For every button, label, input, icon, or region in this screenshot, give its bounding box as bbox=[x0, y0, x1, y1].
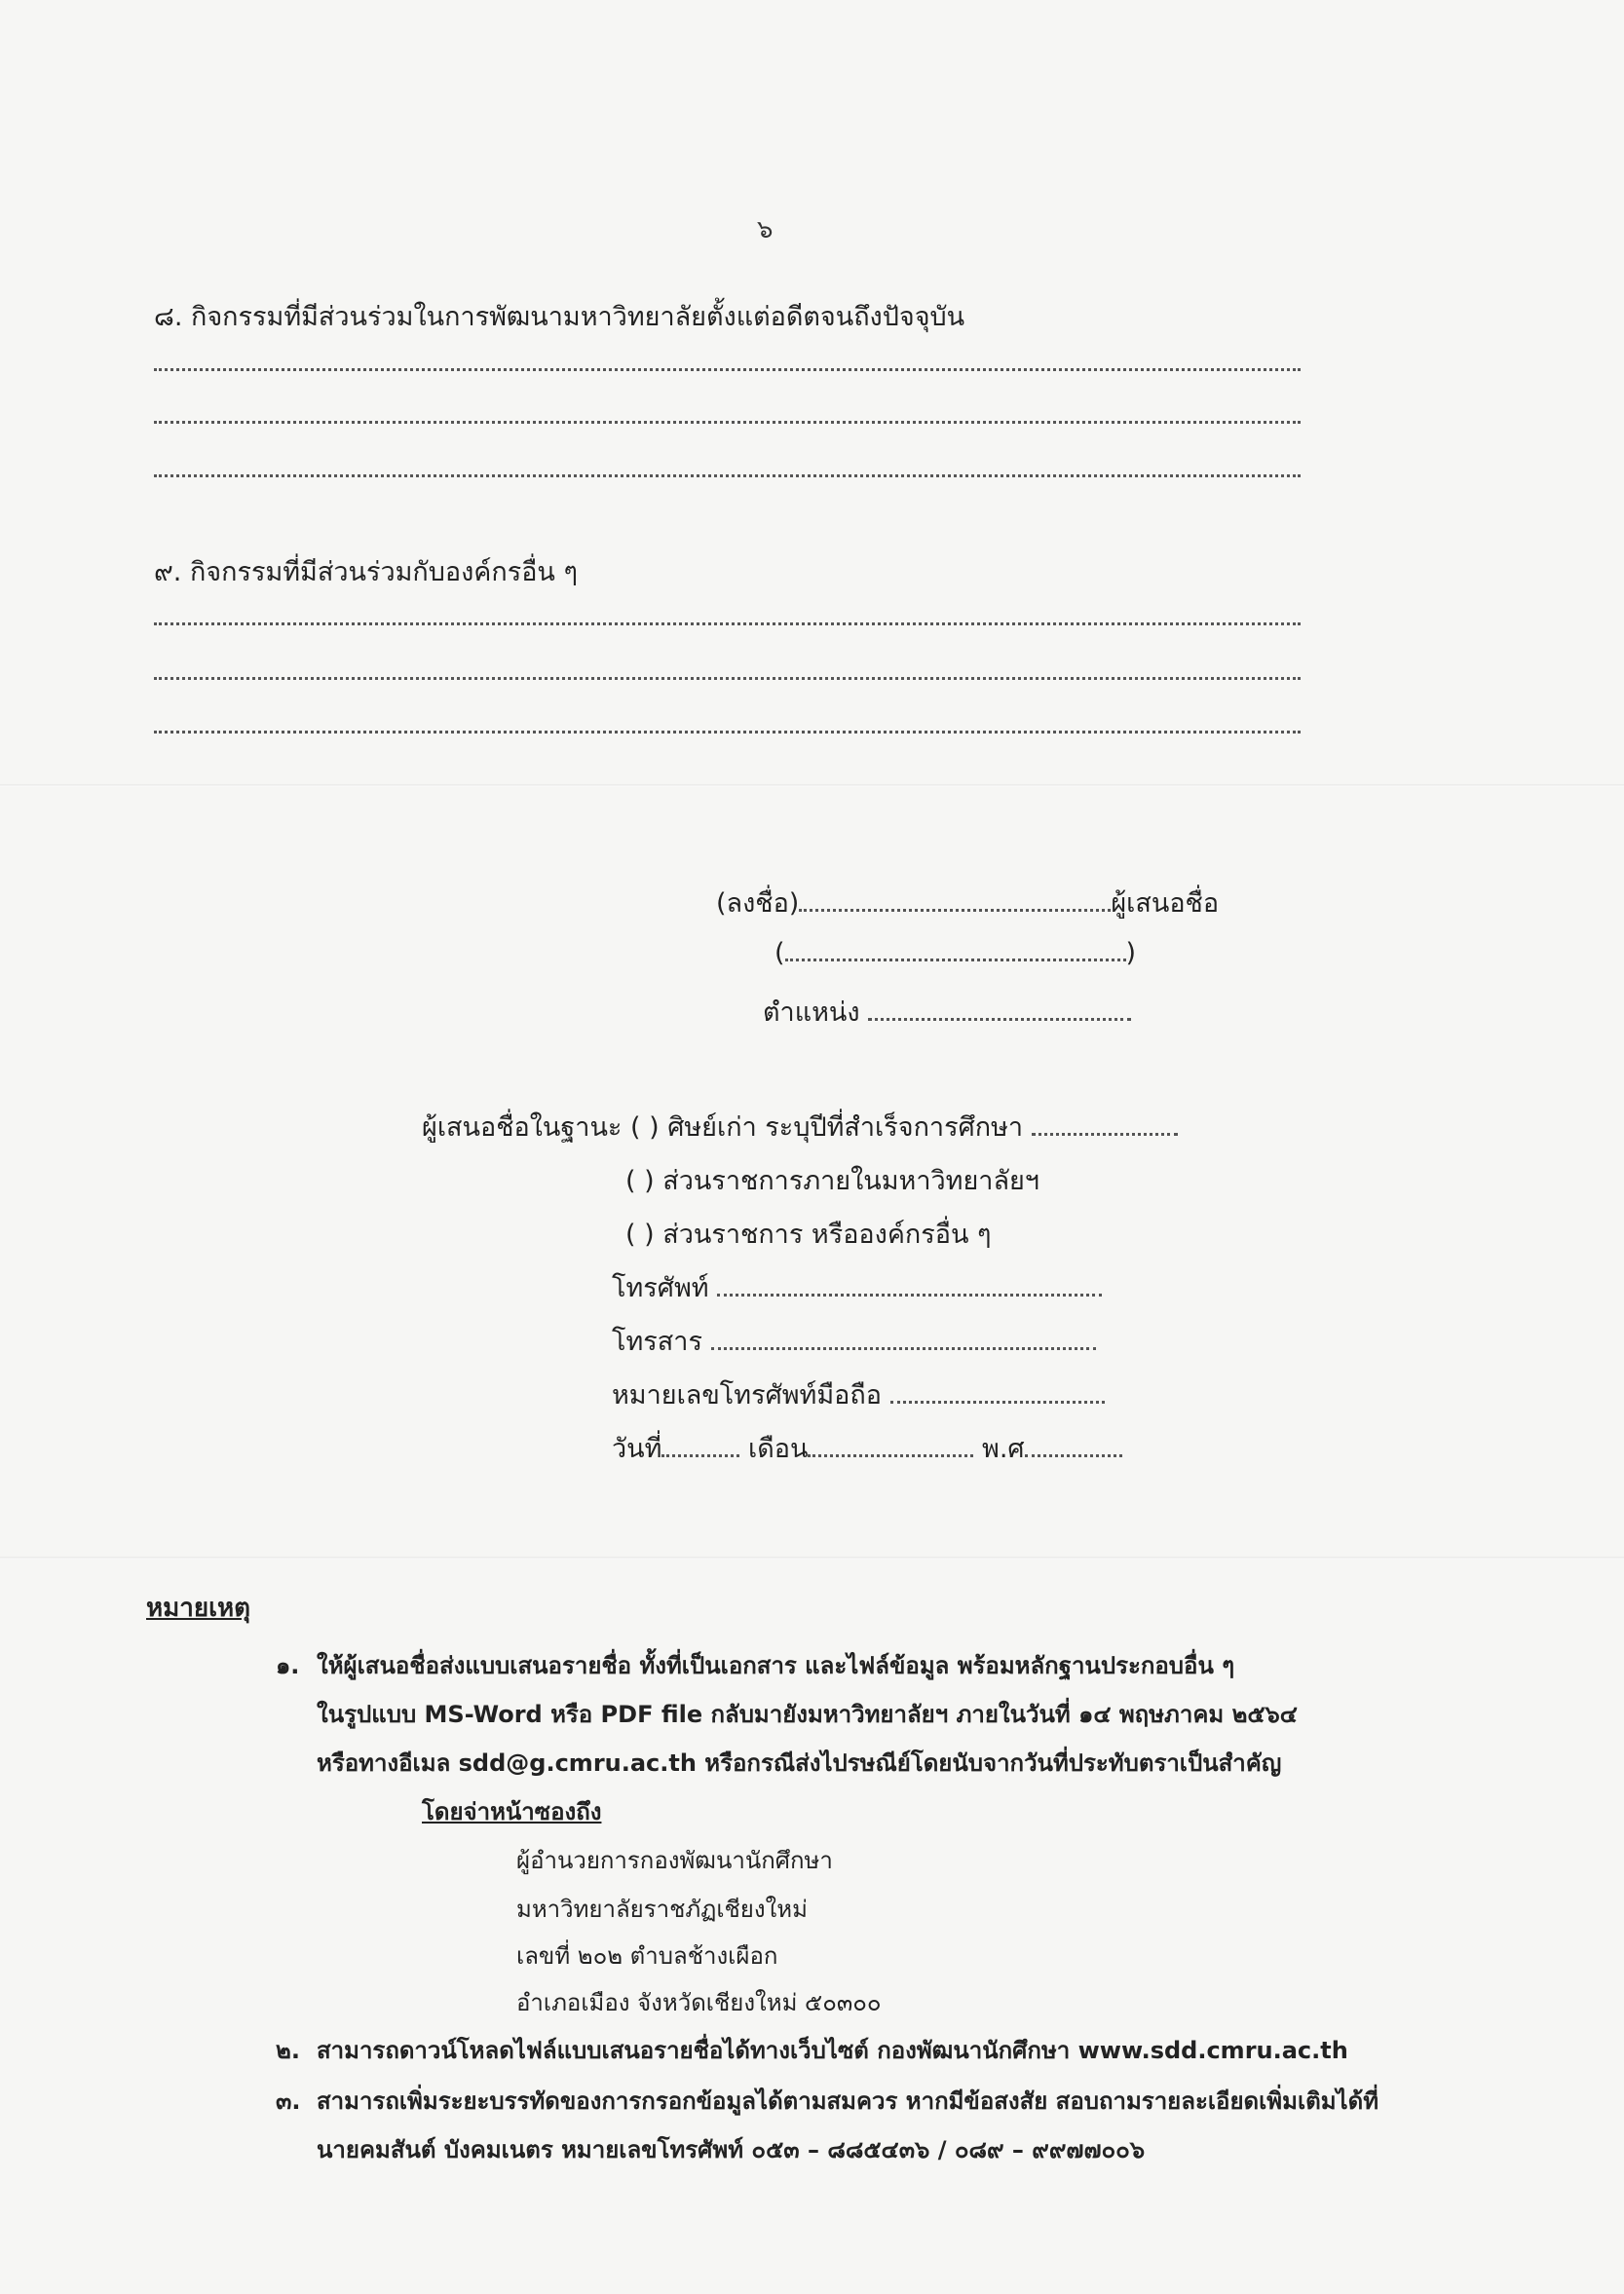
date-label: วันที่ bbox=[612, 1434, 662, 1464]
option-alumni: ( ) ศิษย์เก่า ระบุปีที่สำเร็จการศึกษา bbox=[630, 1112, 1024, 1143]
note-3-line-1: สามารถเพิ่มระยะบรรทัดของการกรอกข้อมูลได้ตามสมควร หากมีข้อสงสัย สอบถามรายละเอียดเพิ่มเติมได้ที่ bbox=[317, 2087, 1379, 2115]
address-title: โดยจ่าหน้าซองถึง bbox=[422, 1798, 602, 1825]
answer-line bbox=[154, 622, 1301, 625]
signature-line bbox=[716, 882, 1219, 923]
phone-label: โทรศัพท์ bbox=[612, 1273, 709, 1303]
answer-line bbox=[154, 677, 1301, 680]
answer-line bbox=[154, 474, 1301, 477]
address-line-4: อำเภอเมือง จังหวัดเชียงใหม่ ๕๐๓๐๐ bbox=[516, 1989, 882, 2016]
signer-name-line bbox=[774, 938, 1136, 968]
signature-suffix: ผู้เสนอชื่อ bbox=[1111, 888, 1220, 919]
notes-title: หมายเหตุ bbox=[146, 1594, 251, 1623]
day-field bbox=[661, 1454, 739, 1457]
position-label: ตำแหน่ง bbox=[763, 997, 860, 1028]
mobile-line bbox=[612, 1373, 1105, 1415]
note-1-line-1: ให้ผู้เสนอชื่อส่งแบบเสนอรายชื่อ ทั้งที่เป็นเอกสาร และไฟล์ข้อมูล พร้อมหลักฐานประกอบอื่น ๆ bbox=[317, 1652, 1235, 1679]
page-number: ๖ bbox=[757, 215, 774, 244]
note-1-number: ๑. bbox=[276, 1652, 300, 1679]
section-8-heading: ๘. กิจกรรมที่มีส่วนร่วมในการพัฒนามหาวิทยาลัยตั้งแต่อดีตจนถึงปัจจุบัน bbox=[154, 302, 965, 332]
year-field bbox=[1025, 1454, 1122, 1457]
fax-label: โทรสาร bbox=[612, 1327, 702, 1357]
fax-field bbox=[711, 1347, 1096, 1350]
month-label: เดือน bbox=[748, 1434, 809, 1464]
paren-open: ( bbox=[774, 938, 785, 968]
answer-line bbox=[154, 368, 1301, 371]
note-2-text: สามารถดาวน์โหลดไฟล์แบบเสนอรายชื่อได้ทางเว็บไซต์ กองพัฒนานักศึกษา www.sdd.cmru.ac.th bbox=[317, 2037, 1348, 2064]
graduation-year-field bbox=[1032, 1133, 1178, 1136]
answer-line bbox=[154, 421, 1301, 424]
signer-name-field bbox=[785, 959, 1126, 961]
address-line-3: เลขที่ ๒๐๒ ตำบลช้างเผือก bbox=[516, 1942, 778, 1970]
position-line bbox=[763, 991, 1131, 1033]
address-line-2: มหาวิทยาลัยราชภัฏเชียงใหม่ bbox=[516, 1896, 808, 1923]
phone-line bbox=[612, 1266, 1102, 1308]
section-9-heading: ๙. กิจกรรมที่มีส่วนร่วมกับองค์กรอื่น ๆ bbox=[154, 557, 578, 587]
option-internal: ( ) ส่วนราชการภายในมหาวิทยาลัยฯ bbox=[625, 1166, 1039, 1196]
paren-close: ) bbox=[1125, 938, 1137, 968]
year-label: พ.ศ bbox=[982, 1434, 1025, 1464]
phone-field bbox=[717, 1294, 1102, 1297]
nominator-status-label: ผู้เสนอชื่อในฐานะ bbox=[422, 1112, 623, 1143]
note-2-number: ๒. bbox=[276, 2037, 300, 2064]
note-3-line-2: นายคมสันต์ บังคมเนตร หมายเลขโทรศัพท์ ๐๕๓ – ๘๘๕๔๓๖ / ๐๘๙ – ๙๙๗๗๐๐๖ bbox=[317, 2136, 1146, 2163]
note-1-line-2: ในรูปแบบ MS-Word หรือ PDF file กลับมายังมหาวิทยาลัยฯ ภายในวันที่ ๑๔ พฤษภาคม ๒๕๖๔ bbox=[317, 1701, 1298, 1728]
address-line-1: ผู้อำนวยการกองพัฒนานักศึกษา bbox=[516, 1847, 833, 1874]
paper-fold bbox=[0, 1557, 1624, 1560]
signature-field bbox=[799, 909, 1111, 912]
date-line bbox=[612, 1427, 1122, 1469]
month-field bbox=[808, 1454, 973, 1457]
position-field bbox=[868, 1018, 1131, 1021]
signature-prefix: (ลงชื่อ) bbox=[716, 888, 800, 919]
answer-line bbox=[154, 731, 1301, 733]
note-3-number: ๓. bbox=[276, 2087, 301, 2115]
nominator-status-line bbox=[422, 1106, 1178, 1147]
fax-line bbox=[612, 1320, 1096, 1362]
mobile-label: หมายเลขโทรศัพท์มือถือ bbox=[612, 1380, 882, 1410]
note-1-line-3: หรือทางอีเมล sdd@g.cmru.ac.th หรือกรณีส่งไปรษณีย์โดยนับจากวันที่ประทับตราเป็นสำคัญ bbox=[317, 1749, 1282, 1777]
paper-fold bbox=[0, 784, 1624, 787]
option-external: ( ) ส่วนราชการ หรือองค์กรอื่น ๆ bbox=[625, 1220, 992, 1250]
mobile-field bbox=[890, 1401, 1105, 1404]
